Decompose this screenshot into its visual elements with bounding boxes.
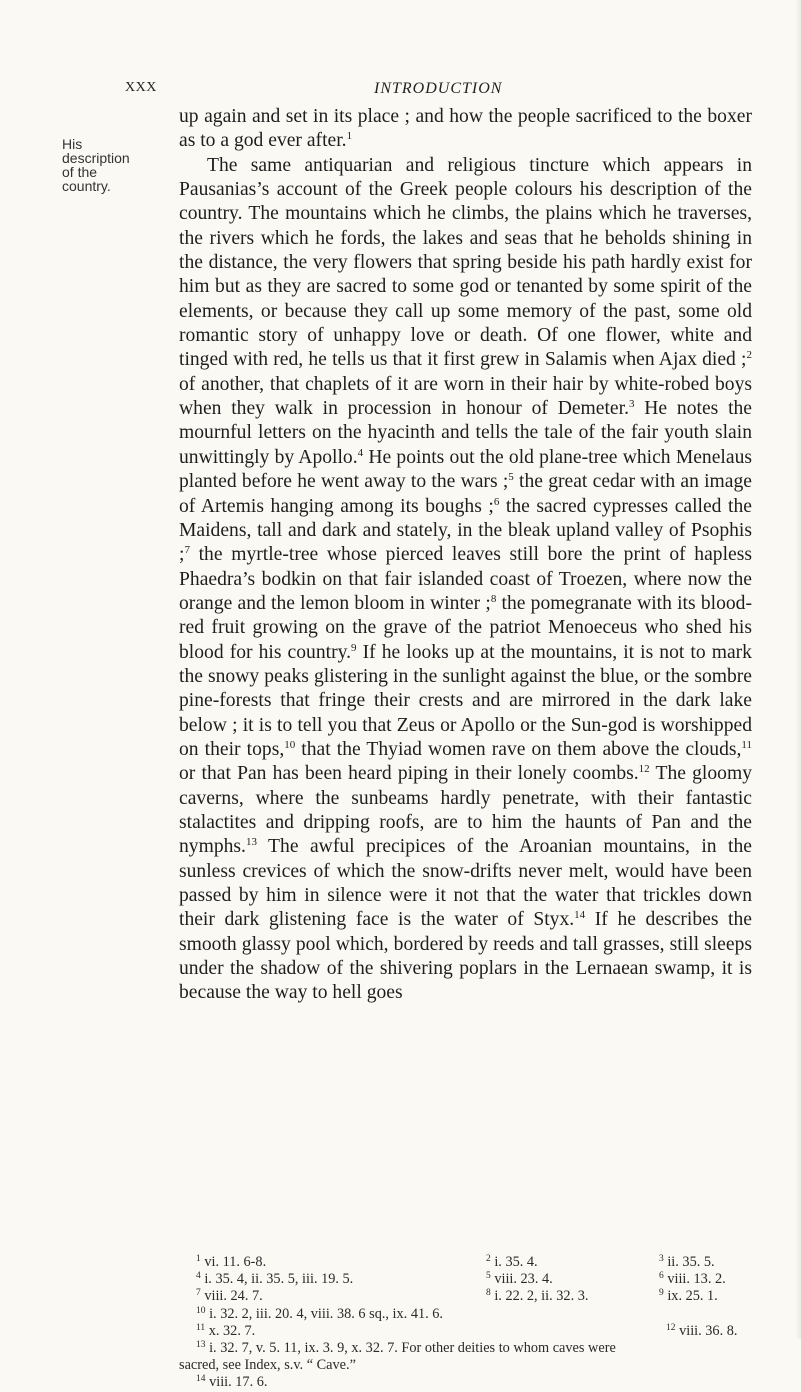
- footnote-number: 4: [196, 1271, 201, 1282]
- footnote: [666, 1323, 737, 1340]
- footnote: [659, 1254, 715, 1271]
- text-segment: He notes the mournful letters on the hyacinth and tells the tale of the fair youth slain unwittingly by Apollo.: [179, 398, 753, 468]
- footnote-ref[interactable]: 6: [493, 495, 500, 508]
- footnote: [659, 1288, 718, 1305]
- footnote-ref[interactable]: 10: [284, 738, 296, 751]
- footnote-number: 9: [659, 1288, 664, 1299]
- footnote-ref[interactable]: 2: [746, 349, 752, 362]
- footnote-text: viii. 24. 7.: [200, 1288, 263, 1305]
- footnote-ref[interactable]: 1: [346, 130, 353, 143]
- footnote-continuation: sacred, see Index, s.v. “ Cave.”: [179, 1357, 356, 1374]
- footnote-number: 7: [196, 1288, 201, 1299]
- footnote: [486, 1271, 553, 1288]
- footnote: [196, 1271, 353, 1288]
- margin-note-line: country.: [62, 178, 111, 194]
- footnote-text: i. 35. 4, ii. 35. 5, iii. 19. 5.: [200, 1271, 354, 1288]
- margin-note-line: description: [62, 150, 130, 166]
- footnote-ref[interactable]: 11: [741, 738, 752, 751]
- footnote-text: i. 32. 7, v. 5. 11, ix. 3. 9, x. 32. 7. For other deities to whom caves were: [205, 1339, 616, 1356]
- footnote-text: i. 22. 2, ii. 32. 3.: [490, 1288, 589, 1305]
- footnote: [196, 1340, 616, 1357]
- text-segment: or that Pan has been heard piping in their lonely coombs.: [179, 763, 639, 785]
- footnote-number: 12: [666, 1322, 676, 1333]
- footnote-text: ix. 25. 1.: [663, 1288, 718, 1305]
- running-head: INTRODUCTION: [374, 80, 503, 97]
- footnote-text: viii. 17. 6.: [205, 1374, 268, 1391]
- text-segment: of another, that chaplets of it are worn in their hair by white-robed boys when they walk in procession in honour of Demeter.: [179, 373, 752, 420]
- footnote-text: viii. 23. 4.: [490, 1271, 553, 1288]
- footnote: [196, 1254, 266, 1271]
- footnote-ref[interactable]: 5: [508, 471, 514, 484]
- footnote: [196, 1374, 267, 1391]
- margin-note-line: His: [62, 136, 83, 152]
- text-segment: The awful precipices of the Aroanian mountains, in the sunless crevices of which the snow-drifts never melt, would have been passed by him in silence were it not that the water that trickles down their dark glistening face is the water of Styx.: [179, 836, 752, 931]
- footnote-ref[interactable]: 8: [490, 592, 497, 605]
- text-segment: the pomegranate with its blood-red fruit growing on the grave of the patriot Menoeceus who shed his blood for his country.: [179, 592, 752, 663]
- footnote-text: viii. 13. 2.: [663, 1271, 726, 1288]
- footnote: [486, 1254, 538, 1271]
- text-segment: If he describes the smooth glassy pool which, bordered by reeds and tall grasses, still sleeps under the shadow of the shivering poplars in the Lernaean swamp, it is because the way to hell goes: [179, 909, 752, 1004]
- footnote-number: 11: [196, 1322, 206, 1333]
- text-segment: the myrtle-tree whose pierced leaves still bore the print of hapless Phaedra’s bodkin on that fair islanded coast of Troezen, where now the orange and the lemon bloom in winter ;: [179, 544, 752, 614]
- footnote-ref[interactable]: 3: [628, 398, 635, 411]
- footnote-number: 13: [196, 1339, 206, 1350]
- page-header: [0, 80, 801, 100]
- footnote-number: 10: [196, 1305, 206, 1316]
- footnote-ref[interactable]: 7: [184, 544, 190, 557]
- footnote-text: ii. 35. 5.: [663, 1254, 715, 1270]
- footnote-text: i. 35. 4.: [490, 1254, 538, 1270]
- footnote-row: [179, 1306, 752, 1323]
- footnote-row: [179, 1271, 752, 1288]
- footnote-number: 14: [196, 1374, 206, 1385]
- footnote: [196, 1306, 443, 1323]
- footnote-text: viii. 36. 8.: [675, 1322, 738, 1339]
- footnote-row: [179, 1340, 752, 1357]
- text-segment: The gloomy caverns, where the sunbeams hardly penetrate, with their fantastic stalactites and dripping roofs, are to him the haunts of Pan and the nymphs.: [179, 763, 752, 858]
- text-segment: He points out the old plane-tree which Menelaus planted before he went away to the wars ;: [179, 446, 752, 493]
- footnote-number: 8: [486, 1288, 491, 1299]
- footnote: [196, 1288, 263, 1305]
- footnote-row: [179, 1254, 752, 1271]
- page-edge-shadow: [795, 0, 801, 1339]
- page-number: XXX: [125, 80, 157, 95]
- footnote-number: 2: [486, 1254, 491, 1264]
- footnote: [486, 1288, 588, 1305]
- footnote: [659, 1271, 726, 1288]
- footnotes: [179, 1254, 752, 1392]
- footnote-ref[interactable]: 4: [357, 446, 364, 459]
- footnote-number: 1: [196, 1254, 201, 1264]
- body-text: [179, 105, 752, 1006]
- paragraph-continued: [179, 105, 752, 154]
- footnote-row: [179, 1374, 752, 1391]
- footnote-row: [179, 1288, 752, 1305]
- footnote-text: x. 32. 7.: [205, 1322, 256, 1339]
- footnote-ref[interactable]: 12: [638, 763, 650, 776]
- footnote-text: i. 32. 2, iii. 20. 4, viii. 38. 6 sq., ix. 41. 6.: [205, 1305, 443, 1322]
- text-segment: the great cedar with an image of Artemis hanging among its boughs ;: [179, 471, 752, 517]
- footnote-ref[interactable]: 9: [351, 641, 357, 654]
- text-line: boxer as to a god ever after.: [179, 106, 752, 152]
- text-segment: that the Thyiad women rave on them above the clouds,: [295, 738, 742, 760]
- footnote-number: 6: [659, 1271, 664, 1282]
- text-segment: The same antiquarian and religious tincture which appears in Pausanias’s account of the Greek people colours his description of the country. The mountains which he climbs, the plains which he traverses, the rivers which he fords, the lakes and seas that he beholds shining in the distance, the very flowers that spring beside his path hardly exist for him but as they are sacred to some god or tenanted by some spirit of the elements, or because they call up some memory of the past, some old romantic story of unhappy love or death. Of one flower, white and tinged with red, he tells us that it first grew in Salamis when Ajax died ;: [179, 154, 752, 371]
- footnote-ref[interactable]: 14: [574, 909, 586, 922]
- footnote-row: [179, 1357, 752, 1374]
- paragraph-description: [179, 154, 752, 1006]
- margin-note: [62, 137, 142, 193]
- text-segment: the sacred cypresses called the Maidens, tall and dark and stately, in the bleak upland valley of Psophis ;: [179, 495, 752, 566]
- footnote-ref[interactable]: 13: [245, 836, 257, 849]
- footnote: [196, 1323, 255, 1340]
- footnote-text: vi. 11. 6-8.: [200, 1254, 267, 1270]
- footnote-number: 5: [486, 1271, 491, 1282]
- text-segment: If he looks up at the mountains, it is not to mark the snowy peaks glistering in the sunlight against the blue, or the sombre pine-forests that fringe their crests and are mirrored in the dark lake below ; it is to tell you that Zeus or Apollo or the Sun-god is worshipped on their tops,: [179, 641, 752, 760]
- margin-note-line: of the: [62, 164, 98, 180]
- footnote-number: 3: [659, 1254, 664, 1264]
- footnote-row: [179, 1323, 752, 1340]
- text-line: up again and set in its place ; and how the people sacrificed to the: [179, 106, 702, 127]
